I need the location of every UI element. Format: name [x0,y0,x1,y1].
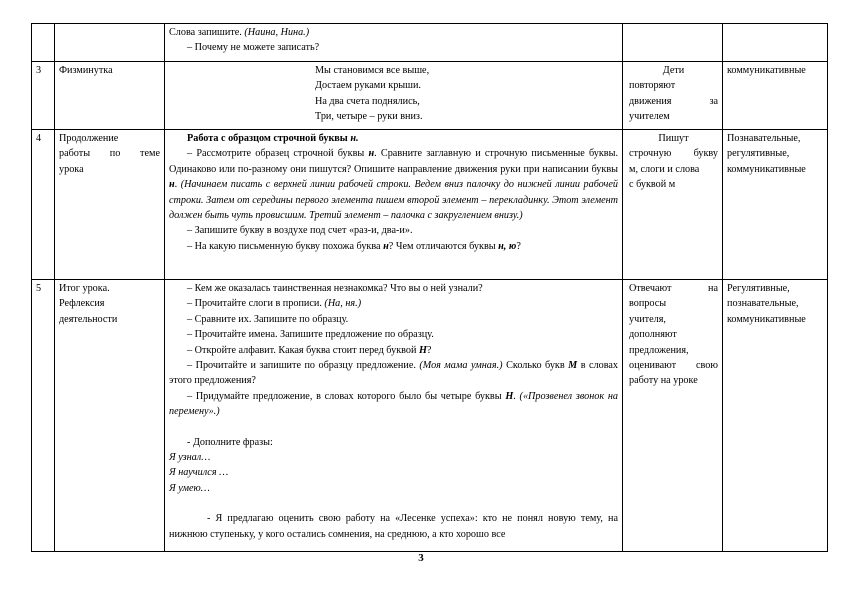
stage-name [55,280,165,552]
spacer [169,420,618,435]
stage-name [55,130,165,280]
stage-line: Продолжение [59,133,119,144]
text: . [174,179,178,191]
pupil-line: м, слоги и слова [629,163,700,175]
letter: н [368,148,375,160]
uud-cell [723,24,828,62]
table-row-4 [32,130,828,280]
pupil-cell [623,24,723,62]
paragraph [169,146,618,223]
poem-line: Достаем руками крыши. [315,80,421,92]
pupil-line: предложения, [629,344,689,356]
text: – Прочитайте слоги в прописи. [187,298,322,310]
text: ? [426,344,432,356]
letter: Н [418,344,427,356]
letter: М [568,360,578,372]
phrase-line: Я узнал… [169,452,211,464]
pupil-line: дополняют [629,329,677,341]
pupil-line: Пишут [658,133,689,144]
uud-line: Познавательные, [727,133,801,144]
table-row-3 [32,62,828,130]
content-cell [165,280,623,552]
italic-text: (Моя мама умная.) [419,360,503,372]
pupil-activity [623,130,723,280]
heading-letter: н. [350,133,359,144]
pupil-activity [623,280,723,552]
poem-line: Три, четыре – руки вниз. [315,111,423,123]
uud-line: коммуникативные [727,313,806,325]
text: в словах этого предложения? [169,360,619,387]
content-cell [165,130,623,280]
pupil-line: движения за [629,95,718,107]
letter: н [169,179,175,191]
content-cell [165,24,623,62]
uud-line: коммуникативные [727,163,806,175]
phrase-line: Я умею… [169,482,210,494]
pupil-line: с буквой м [629,179,676,191]
text: – Придумайте предложение, в словах которого было бы четыре буквы [187,390,502,402]
poem-cell [165,62,623,130]
pupil-line: учителем [629,111,670,123]
spacer [169,496,618,511]
text: ? [516,240,521,252]
text: ? Чем отличаются буквы [388,240,496,252]
stage-line: Итог урока. [59,283,110,294]
table-row-continued [32,24,828,62]
text: – Прочитайте и запишите по образцу предложение. [187,360,416,372]
stage-cell [55,24,165,62]
uud-cell: коммуникативные [723,62,828,130]
uud-cell [723,130,828,280]
text-line: Слова запишите. [169,27,242,38]
phrase-line: Я научился … [169,467,229,479]
letter: Н [505,390,514,402]
num-cell [32,24,55,62]
uud-line: познавательные, [727,298,799,310]
italic-text: («Прозвенел звонок на перемену».) [169,390,619,418]
letter: н [383,240,389,252]
final-paragraph: - Я предлагаю оценить свою работу на «Лесенке успеха»: кто не понял новую тему, на нижнюю ступеньку, у кого остались сомнения, на среднюю, а кто хорошо все [169,513,618,540]
stage-line: работы по теме [59,148,160,160]
letter: н, ю [498,240,517,252]
text: – Откройте алфавит. Какая буква стоит перед буквой [187,344,417,356]
question-line: – Прочитайте имена. Запишите предложение по образцу. [187,329,434,341]
text: . [513,390,516,402]
uud-line: Регулятивные, [727,283,790,294]
pupil-line: Дети [662,65,685,76]
page-number: 3 [418,552,424,564]
pupil-activity [623,62,723,130]
text: . Сравните заглавную и строчную письменные буквы. Одинаково или по-разному они пишутся? Опишите направление движения руки при написании буквы [169,148,619,175]
question-line [169,358,618,389]
italic-text: (На, ня.) [324,298,362,310]
pupil-line: учителя, [629,313,666,325]
heading-text: Работа с образцом строчной буквы [187,133,348,144]
italic-text: (Начинаем писать с верхней линии рабочей строки. Ведем вниз палочку до нижней линии рабочей строки. Затем от середины первого элемента пишем второй элемент – перекладинку. Этот элемент должен быть чуть провисшим. Третий элемент – палочка с закруглением внизу.) [169,179,618,222]
pupil-line: работу на уроке [629,375,698,387]
pupil-line: строчную букву [629,148,718,160]
poem-line: На два счета поднялись, [315,95,420,107]
phrases-heading: - Дополните фразы: [187,436,273,448]
question-line: – Почему не можете записать? [187,42,320,54]
question-line [169,389,618,420]
question-line: – Сравните их. Запишите по образцу. [187,313,349,325]
row-number: 4 [32,130,55,280]
question-line: – Кем же оказалась таинственная незнакомка? Что вы о ней узнали? [187,283,483,294]
uud-cell [723,280,828,552]
table-row-5 [32,280,828,552]
question-line [169,296,618,311]
pupil-line: вопросы [629,298,667,310]
pupil-line: Отвечают на [629,283,718,294]
text: – Рассмотрите образец строчной буквы [187,148,365,160]
lesson-plan-table [31,23,828,552]
poem-line: Мы становимся все выше, [315,65,430,76]
pupil-line: оценивают свою [629,360,718,372]
question-line [169,343,618,358]
paragraph [169,239,618,254]
section-heading [169,131,618,146]
text: – На какую письменную букву похожа буква [187,240,381,252]
stage-line: урока [59,163,84,175]
paragraph: – Запишите букву в воздухе под счет «раз-и, два-и». [187,225,413,237]
uud-line: регулятивные, [727,148,790,160]
row-number: 3 [32,62,55,130]
stage-line: деятельности [59,313,118,325]
italic-answer: (Наина, Нина.) [244,27,310,38]
pupil-line: повторяют [629,80,676,92]
stage-line: Рефлексия [59,298,105,310]
stage-name: Физминутка [55,62,165,130]
text: Сколько букв [506,360,565,372]
row-number: 5 [32,280,55,552]
